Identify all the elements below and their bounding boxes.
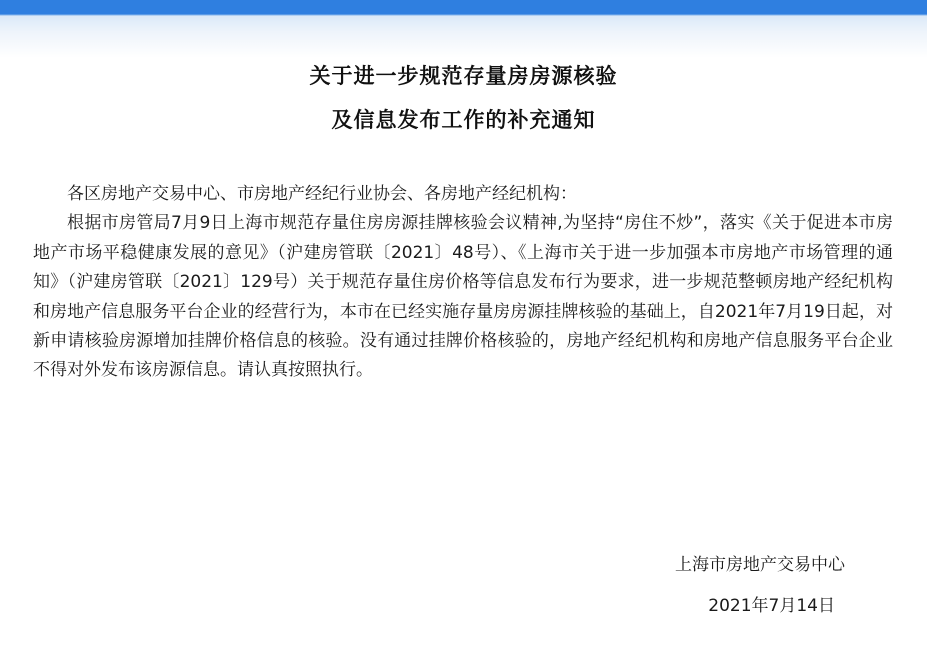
- notice-salutation: 各区房地产交易中心、市房地产经纪行业协会、各房地产经纪机构：: [67, 184, 577, 204]
- signature-date: 2021年7月14日: [708, 596, 835, 616]
- notice-paragraph: 根据市房管局7月9日上海市规范存量住房房源挂牌核验会议精神,为坚持“房住不炒”，落实《关于促进本市房地产市场平稳健康发展的意见》（沪建房管联〔2021〕48号）、《上海市关于进一步加强本市房地产市场管理的通知》（沪建房管联〔2021〕129号）关于规范存量住房价格等信息发布行为要求，进一步规范整顿房地产经纪机构和房地产信息服务平台企业的经营行为，本市在已经实施存量房房源挂牌核验的基础上，自2021年7月19日起，对新申请核验房源增加挂牌价格信息的核验。没有通过挂牌价格核验的，房地产经纪机构和房地产信息服务平台企业不得对外发布该房源信息。请认真按照执行。: [33, 213, 893, 381]
- signature-organization: 上海市房地产交易中心: [675, 555, 845, 575]
- notice-title-line-2: 及信息发布工作的补充通知: [331, 107, 596, 132]
- notice-title-line-1: 关于进一步规范存量房房源核验: [309, 63, 618, 88]
- notice-body: [33, 180, 893, 386]
